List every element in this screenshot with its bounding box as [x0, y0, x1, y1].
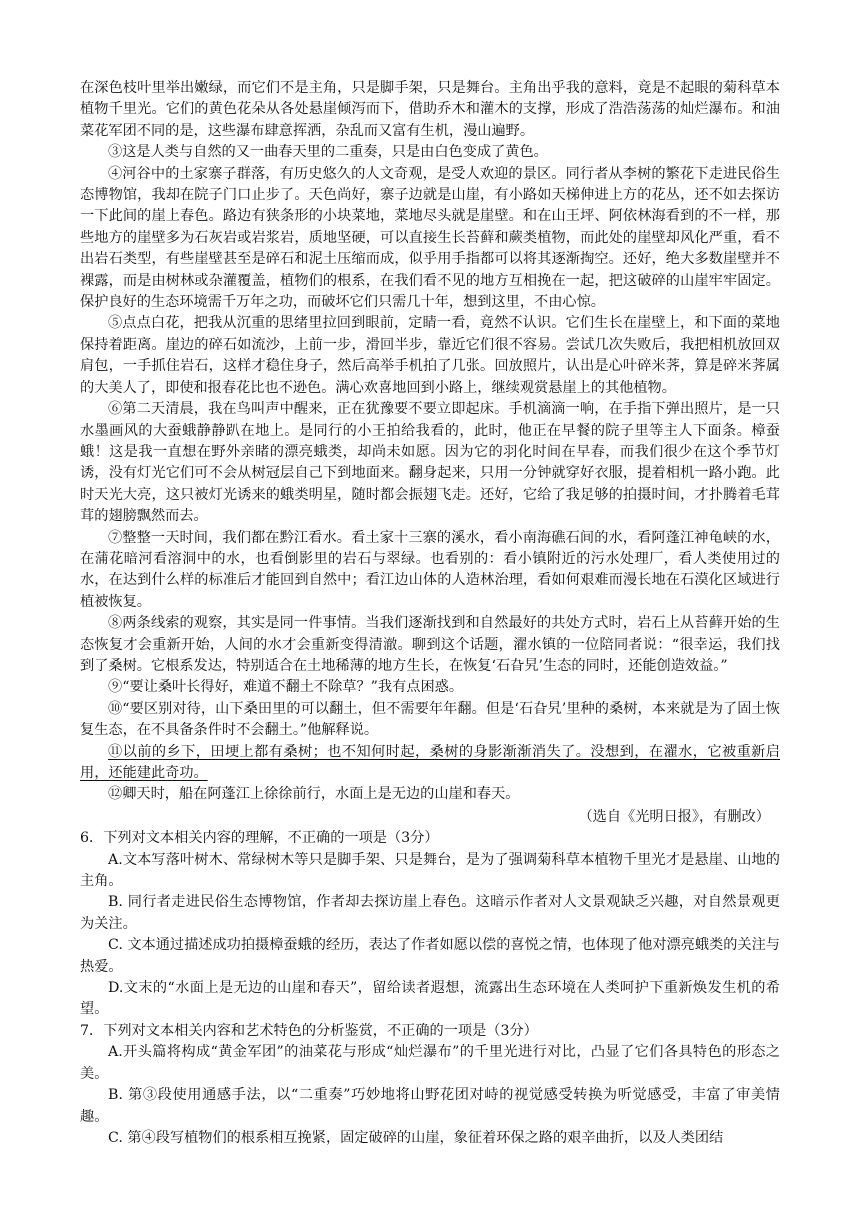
question-7-stem: 7．下列对文本相关内容和艺术特色的分析鉴赏，不正确的一项是（3分）	[80, 1022, 538, 1039]
article-paragraph-10: ⑩“要区别对待，山下桑田里的可以翻土，但不需要年年翻。但是‘石旮旯’里种的桑树，本来就是为了固土恢复生态，在不具备条件时不会翻土。”他解释说。	[80, 700, 780, 739]
question-7-option-c: C. 第④段写植物们的根系相互挽紧，固定破碎的山崖，象征着环保之路的艰辛曲折，以及人类团结	[108, 1129, 724, 1146]
article-paragraph-4: ④河谷中的土家寨子群落，有历史悠久的人文奇观，是受人欢迎的景区。同行者从李树的繁花下走进民俗生态博物馆，我却在院子门口止步了。天色尚好，寨子边就是山崖，有小路如天梯伸进上方的花丛，还不如去探访一下此间的崖上春色。路边有狭条形的小块菜地，菜地尽头就是崖壁。和在山王坪、阿依林海看到的不一样，那些地方的崖壁多为石灰岩或岩浆岩，质地坚硬，可以直接生长苔藓和蕨类植物，而此处的崖壁却风化严重，看不出岩石类型，有些崖壁甚至是碎石和泥土压缩而成，似乎用手指都可以将其逐渐掏空。还好，绝大多数崖壁并不裸露，而是由树林或杂灌覆盖，植物们的根系，在我们看不见的地方互相挽在一起，把这破碎的山崖牢牢固定。保护良好的生态环境需千万年之功，而破坏它们只需几十年，想到这里，不由心惊。	[80, 165, 780, 311]
question-6-option-b: B. 同行者走进民俗生态博物馆，作者却去探访崖上春色。这暗示作者对人文景观缺乏兴趣，对自然景观更为关注。	[80, 894, 780, 932]
question-6-option-c: C. 文本通过描述成功拍摄樟蚕蛾的经历，表达了作者如愿以偿的喜悦之情，也体现了他对漂亮蛾类的关注与热爱。	[80, 937, 780, 975]
article-paragraph-9: ⑨“要让桑叶长得好，难道不翻土不除草？”我有点困惑。	[108, 679, 464, 696]
article-paragraph-8: ⑧两条线索的观察，其实是同一件事情。当我们逐渐找到和自然最好的共处方式时，岩石上从苔藓开始的生态恢复才会重新开始，人间的水才会重新变得清澈。聊到这个话题，濯水镇的一位陪同者说：“很幸运，我们找到了桑树。它根系发达，特别适合在土地稀薄的地方生长，在恢复‘石旮旯’生态的同时，还能创造效益。”	[80, 615, 780, 674]
article-paragraph-6: ⑥第二天清晨，我在鸟叫声中醒来，正在犹豫要不要立即起床。手机滴滴一响，在手指下弹出照片，是一只水墨画风的大蚕蛾静静趴在地上。是同行的小王拍给我看的，此时，他正在早餐的院子里等主人下面条。樟蚕蛾！这是我一直想在野外亲睹的漂亮蛾类，却尚未如愿。因为它的羽化时间在早春，而我们很少在这个季节灯诱，没有灯光它们可不会从树冠层自己下到地面来。翻身起来，只用一分钟就穿好衣服，提着相机一路小跑。此时天光大亮，这只被灯光诱来的蛾类明星，随时都会振翅飞走。还好，它给了我足够的拍摄时间，才扑腾着毛茸茸的翅膀飘然而去。	[80, 401, 780, 525]
question-7-option-b: B. 第③段使用通感手法，以“二重奏”巧妙地将山野花团对峙的视觉感受转换为听觉感受，丰富了审美情趣。	[80, 1087, 780, 1125]
question-6-stem: 6．下列对文本相关内容的理解，不正确的一项是（3分）	[80, 830, 439, 847]
question-7-option-a: A.开头篇将构成“黄金军团”的油菜花与形成“灿烂瀑布”的千里光进行对比，凸显了它们各具特色的形态之美。	[80, 1044, 780, 1082]
question-6-option-a: A.文本写落叶树木、常绿树木等只是脚手架、只是舞台，是为了强调菊科草本植物千里光才是悬崖、山地的主角。	[80, 851, 780, 890]
article-paragraph-3: ③这是人类与自然的又一曲春天里的二重奏，只是由白色变成了黄色。	[108, 144, 548, 161]
article-paragraph-12: ⑫卿天时，船在阿蓬江上徐徐前行，水面上是无边的山崖和春天。	[108, 786, 520, 803]
article-paragraph-continued: 在深色枝叶里举出嫩绿，而它们不是主角，只是脚手架，只是舞台。主角出乎我的意料，竟是不起眼的菊科草本植物千里光。它们的黄色花朵从各处悬崖倾泻而下，借助乔木和灌木的支撑，形成了浩浩荡荡的灿烂瀑布。和油菜花军团不同的是，这些瀑布肆意挥洒，杂乱而又富有生机，漫山遍野。	[80, 80, 780, 139]
article-paragraph-7: ⑦整整一天时间，我们都在黔江看水。看土家十三寨的溪水，看小南海礁石间的水，看阿蓬江神龟峡的水，在蒲花暗河看溶洞中的水，也看倒影里的岩石与翠绿。也看别的：看小镇附近的污水处理厂，看人类使用过的水，在达到什么样的标准后才能回到自然中；看江边山体的人造林治理，看如何艰难而漫长地在石漠化区域进行植被恢复。	[80, 529, 780, 610]
article-paragraph-5: ⑤点点白花，把我从沉重的思绪里拉回到眼前，定睛一看，竟然不认识。它们生长在崖壁上，和下面的菜地保持着距离。崖边的碎石如流沙，上前一步，滑回半步，靠近它们很不容易。尝试几次失败后，我把相机放回双肩包，一手抓住岩石，这样才稳住身子，然后高举手机拍了几张。回放照片，认出是心叶碎米荠，算是碎米荠属的大美人了，即使和报春花比也不逊色。满心欢喜地回到小路上，继续观赏悬崖上的其他植物。	[80, 315, 780, 396]
article-source: （选自《光明日报》，有删改）	[578, 808, 770, 825]
question-6-option-d: D.文末的“水面上是无边的山崖和春天”，留给读者遐想，流露出生态环境在人类呵护下重新焕发生机的希望。	[80, 980, 780, 1018]
article-paragraph-11-underlined: ⑪以前的乡下，田埂上都有桑树；也不知何时起，桑树的身影渐渐消失了。没想到，在濯水，它被重新启用，还能建此奇功。	[80, 743, 780, 781]
